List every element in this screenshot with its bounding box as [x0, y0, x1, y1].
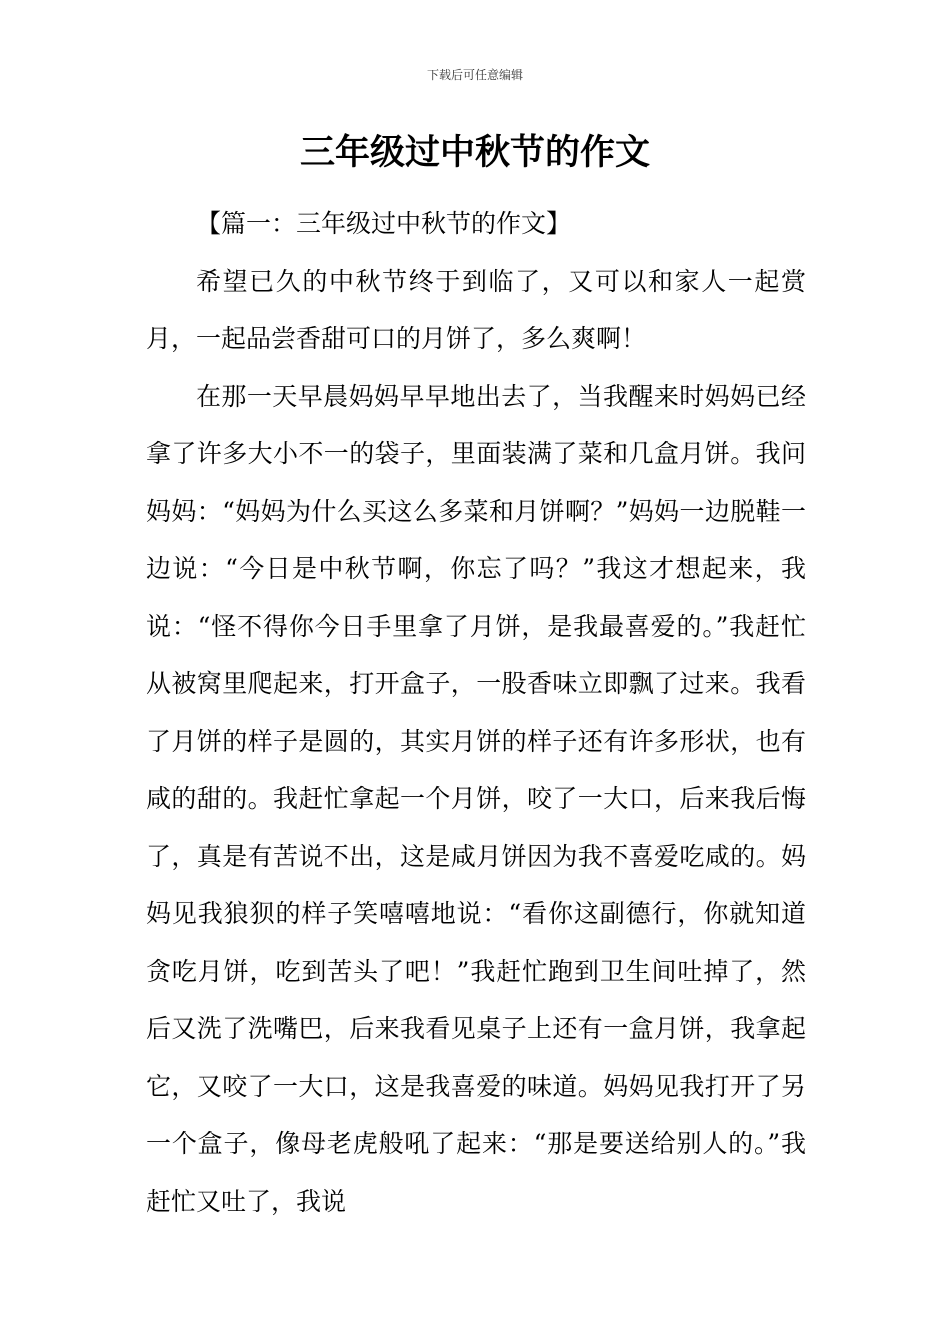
paragraph-2: 在那一天早晨妈妈早早地出去了，当我醒来时妈妈已经拿了许多大小不一的袋子，里面装满了菜和几盒月饼。我问妈妈：“妈妈为什么买这么多菜和月饼啊？”妈妈一边脱鞋一边说：“今日是中秋节啊，你忘了吗？”我这才想起来，我说：“怪不得你今日手里拿了月饼，是我最喜爱的。”我赶忙从被窝里爬起来，打开盒子，一股香味立即飘了过来。我看了月饼的样子是圆的，其实月饼的样子还有许多形状，也有咸的甜的。我赶忙拿起一个月饼，咬了一大口，后来我后悔了，真是有苦说不出，这是咸月饼因为我不喜爱吃咸的。妈妈见我狼狈的样子笑嘻嘻地说：“看你这副德行，你就知道贪吃月饼，吃到苦头了吧！”我赶忙跑到卫生间吐掉了，然后又洗了洗嘴巴，后来我看见桌子上还有一盒月饼，我拿起它，又咬了一大口，这是我喜爱的味道。妈妈见我打开了另一个盒子，像母老虎般吼了起来：“那是要送给别人的。”我赶忙又吐了，我说: [146, 381, 806, 1216]
document-title: 三年级过中秋节的作文: [299, 133, 650, 173]
header-note: 下载后可任意编辑: [426, 68, 523, 82]
section-label: 【篇一：三年级过中秋节的作文】: [196, 209, 572, 238]
paragraph-1: 希望已久的中秋节终于到临了，又可以和家人一起赏月，一起品尝香甜可口的月饼了，多么爽啊！: [146, 266, 806, 353]
document-body: [146, 195, 806, 1230]
